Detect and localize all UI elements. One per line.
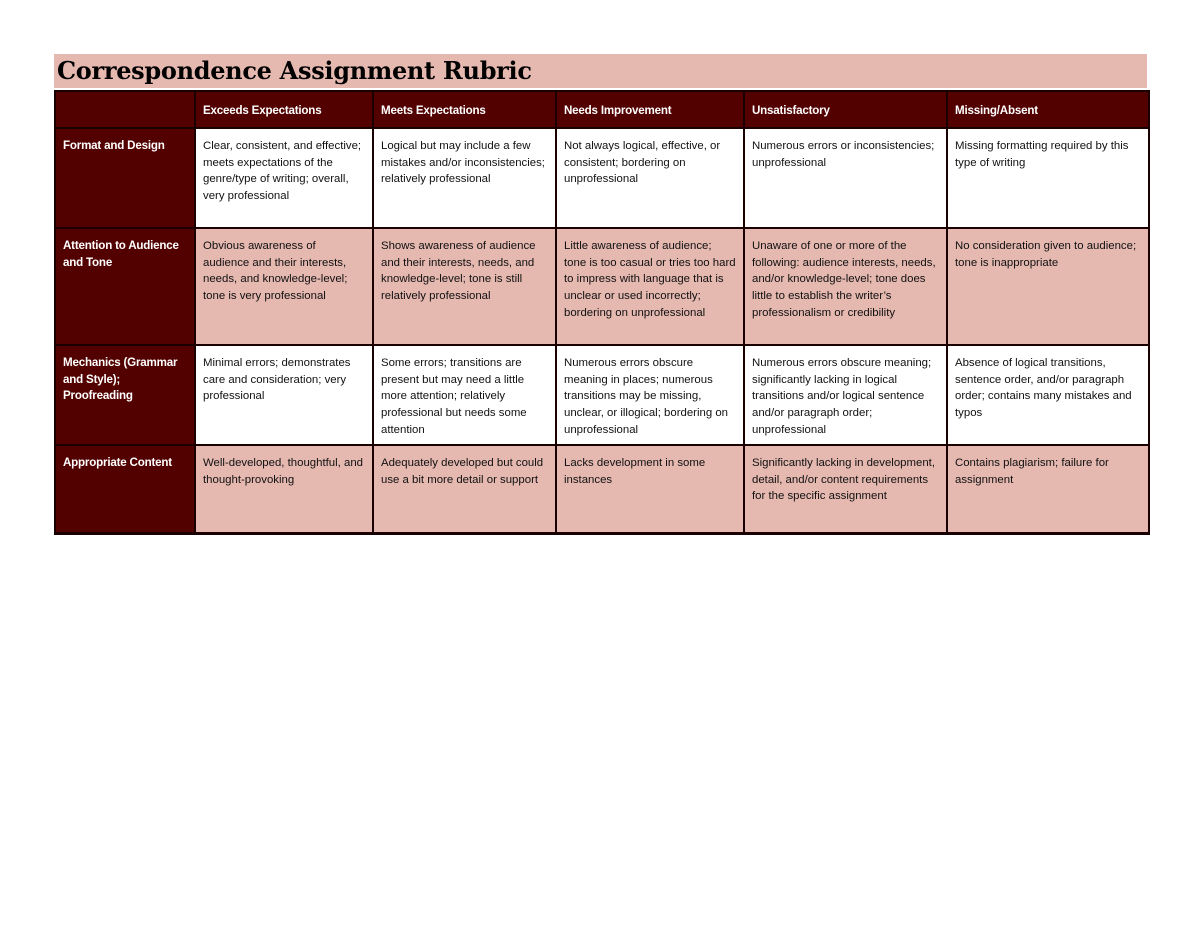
row-header-mechanics: Mechanics (Grammar and Style); Proofreading	[55, 345, 195, 445]
table-cell: Missing formatting required by this type of writing	[947, 128, 1149, 228]
table-row	[55, 345, 1149, 445]
table-cell: Minimal errors; demonstrates care and consideration; very professional	[195, 345, 373, 445]
column-header-missing: Missing/Absent	[947, 91, 1149, 128]
rubric-table	[54, 90, 1150, 535]
table-cell: Numerous errors obscure meaning in places; numerous transitions may be missing, unclear, or illogical; bordering on unprofessional	[556, 345, 744, 445]
table-cell: Significantly lacking in development, detail, and/or content requirements for the specific assignment	[744, 445, 947, 533]
row-header-format-design: Format and Design	[55, 128, 195, 228]
table-cell: No consideration given to audience; tone is inappropriate	[947, 228, 1149, 345]
table-cell: Contains plagiarism; failure for assignment	[947, 445, 1149, 533]
table-cell: Adequately developed but could use a bit more detail or support	[373, 445, 556, 533]
column-header-meets: Meets Expectations	[373, 91, 556, 128]
column-header-exceeds: Exceeds Expectations	[195, 91, 373, 128]
table-cell: Logical but may include a few mistakes and/or inconsistencies; relatively professional	[373, 128, 556, 228]
table-cell: Clear, consistent, and effective; meets expectations of the genre/type of writing; overall, very professional	[195, 128, 373, 228]
column-header-needs-improvement: Needs Improvement	[556, 91, 744, 128]
table-cell: Little awareness of audience; tone is too casual or tries too hard to impress with language that is unclear or used incorrectly; bordering on unprofessional	[556, 228, 744, 345]
table-row	[55, 228, 1149, 345]
table-cell: Absence of logical transitions, sentence order, and/or paragraph order; contains many mistakes and typos	[947, 345, 1149, 445]
table-cell: Shows awareness of audience and their interests, needs, and knowledge-level; tone is still relatively professional	[373, 228, 556, 345]
column-header-unsatisfactory: Unsatisfactory	[744, 91, 947, 128]
corner-cell	[55, 91, 195, 128]
table-row	[55, 128, 1149, 228]
table-cell: Numerous errors or inconsistencies; unprofessional	[744, 128, 947, 228]
table-cell: Some errors; transitions are present but may need a little more attention; relatively professional but needs some attention	[373, 345, 556, 445]
table-cell: Not always logical, effective, or consistent; bordering on unprofessional	[556, 128, 744, 228]
row-header-audience-tone: Attention to Audience and Tone	[55, 228, 195, 345]
row-header-content: Appropriate Content	[55, 445, 195, 533]
page-title: Correspondence Assignment Rubric	[57, 56, 532, 85]
table-cell: Well-developed, thoughtful, and thought-provoking	[195, 445, 373, 533]
table-cell: Obvious awareness of audience and their interests, needs, and knowledge-level; tone is very professional	[195, 228, 373, 345]
table-cell: Unaware of one or more of the following: audience interests, needs, and/or knowledge-level; tone does little to establish the writer’s professionalism or credibility	[744, 228, 947, 345]
table-cell: Lacks development in some instances	[556, 445, 744, 533]
table-row	[55, 445, 1149, 533]
table-cell: Numerous errors obscure meaning; significantly lacking in logical transitions and/or logical sentence and/or paragraph order; unprofessional	[744, 345, 947, 445]
header-row	[55, 91, 1149, 128]
title-bar	[54, 54, 1147, 88]
